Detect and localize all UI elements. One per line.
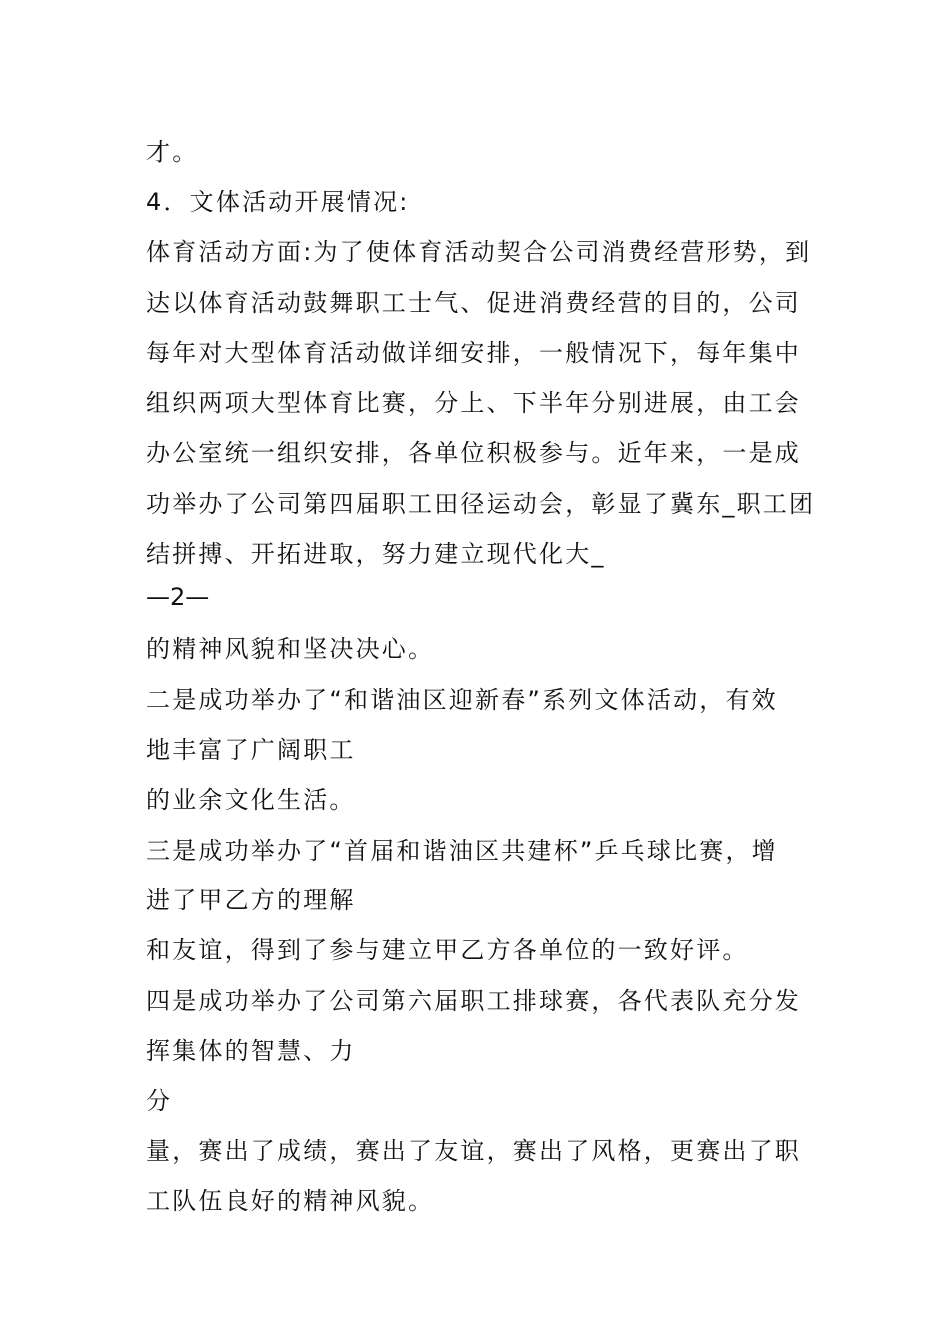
text-line: 量，赛出了成绩，赛出了友谊，赛出了风格，更赛出了职 bbox=[146, 1137, 801, 1165]
text-line: 结拼搏、开拓进取，努力建立现代化大_ bbox=[146, 540, 606, 568]
text-line: 分 bbox=[146, 1087, 173, 1115]
text-line: 地丰富了广阔职工 bbox=[146, 736, 356, 764]
text-line: 的精神风貌和坚决决心。 bbox=[146, 635, 435, 663]
text-line: 功举办了公司第四届职工田径运动会，彰显了冀东_职工团 bbox=[146, 490, 816, 518]
text-line: 三是成功举办了“首届和谐油区共建杯”乒乓球比赛，增 bbox=[146, 837, 778, 865]
text-line: 挥集体的智慧、力 bbox=[146, 1037, 356, 1065]
text-line: 二是成功举办了“和谐油区迎新春”系列文体活动，有效 bbox=[146, 686, 778, 714]
section-heading: 4．文体活动开展情况: bbox=[146, 188, 410, 216]
text-line: 和友谊，得到了参与建立甲乙方各单位的一致好评。 bbox=[146, 936, 749, 964]
text-line: 工队伍良好的精神风貌。 bbox=[146, 1187, 435, 1215]
text-line: 体育活动方面:为了使体育活动契合公司消费经营形势，到 bbox=[146, 238, 812, 266]
text-line: 才。 bbox=[146, 138, 199, 166]
text-line: 进了甲乙方的理解 bbox=[146, 886, 356, 914]
text-line: 达以体育活动鼓舞职工士气、促进消费经营的目的，公司 bbox=[146, 289, 801, 317]
page-number: —2— bbox=[146, 583, 210, 611]
text-line: 四是成功举办了公司第六届职工排球赛，各代表队充分发 bbox=[146, 987, 801, 1015]
text-line: 每年对大型体育活动做详细安排，一般情况下，每年集中 bbox=[146, 339, 801, 367]
text-line: 办公室统一组织安排，各单位积极参与。近年来，一是成 bbox=[146, 439, 801, 467]
text-line: 的业余文化生活。 bbox=[146, 786, 356, 814]
text-line: 组织两项大型体育比赛，分上、下半年分别进展，由工会 bbox=[146, 389, 801, 417]
